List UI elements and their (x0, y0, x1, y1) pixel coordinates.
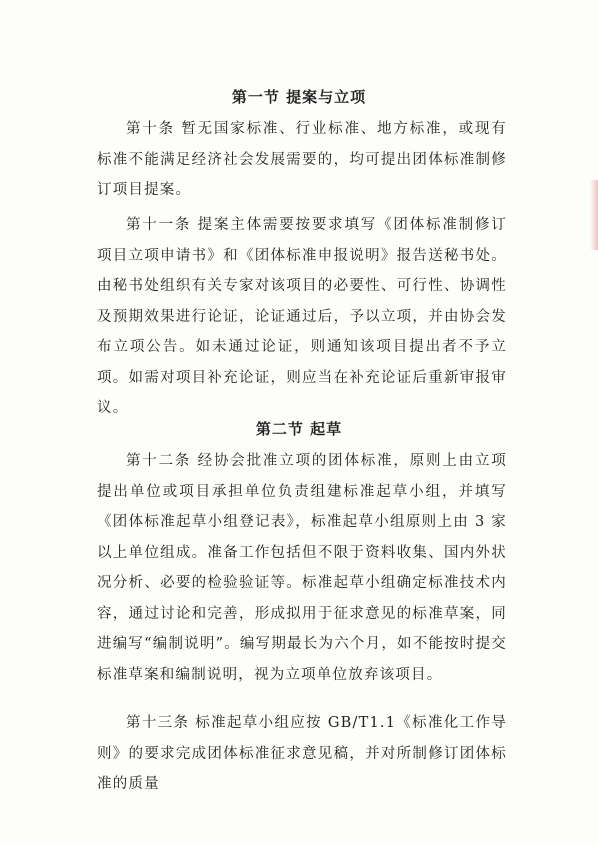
article-10: 第十条 暂无国家标准、行业标准、地方标准，或现有标准不能满足经济社会发展需要的，均可提出团体标准制修订项目提案。 (97, 121, 507, 198)
article-13: 第十三条 标准起草小组应按 GB/T1.1《标准化工作导则》的要求完成团体标准征求意见稿，并对所制修订团体标准的质量 (97, 715, 507, 792)
section-heading-2: 第二节 起草 (255, 420, 343, 438)
seal-edge-mark (590, 180, 598, 250)
article-11: 第十一条 提案主体需要按要求填写《团体标准制修订项目立项申请书》和《团体标准申报说明》报告送秘书处。由秘书处组织有关专家对该项目的必要性、可行性、协调性及预期效果进行论证，论证通过后，予以立项，并由协会发布立项公告。如未通过论证，则通知该项目提出者不予立项。如需对项目补充论证，则应当在补充论证后重新审报审议。 (97, 217, 507, 416)
section-heading-1: 第一节 提案与立项 (231, 88, 367, 106)
article-12: 第十二条 经协会批准立项的团体标准，原则上由立项提出单位或项目承担单位负责组建标准起草小组，并填写《团体标准起草小组登记表》，标准起草小组原则上由 3 家以上单位组成。准备工作包括但不限于资料收集、国内外状况分析、必要的检验验证等。标准起草小组确定标准技术内容，通过讨论和完善，形成拟用于征求意见的标准草案，同进编写“编制说明”。编写期最长为六个月，如不能按时提交标准草案和编制说明，视为立项单位放弃该项目。 (97, 453, 507, 683)
